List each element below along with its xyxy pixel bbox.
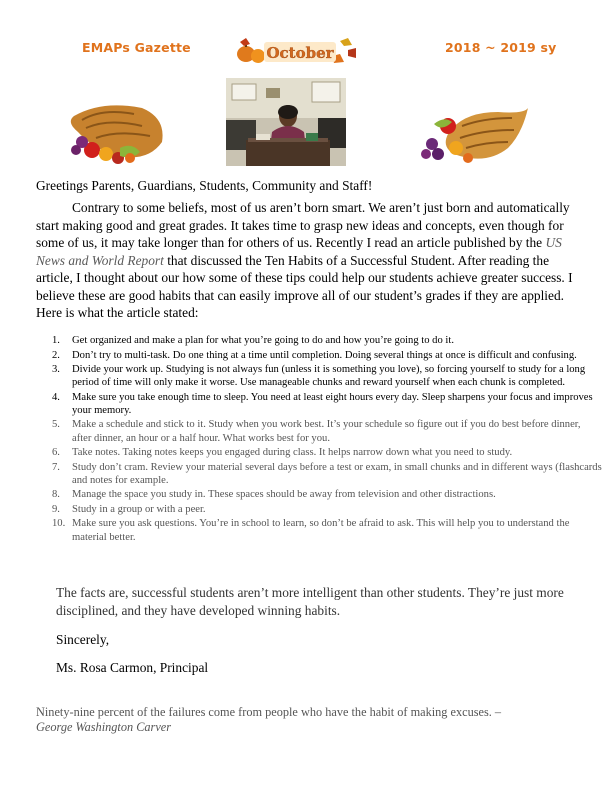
list-item bbox=[52, 349, 602, 362]
quote bbox=[36, 705, 592, 735]
quote-text: Ninety-nine percent of the failures come from people who have the habit of making excuses. – bbox=[36, 705, 502, 719]
greeting: Greetings Parents, Guardians, Students, Community and Staff! bbox=[36, 178, 373, 193]
school-year: 2018 ~ 2019 sy bbox=[445, 40, 557, 55]
list-item bbox=[52, 363, 602, 389]
list-item bbox=[52, 488, 602, 501]
sign-off: Sincerely, bbox=[56, 632, 110, 647]
quote-author: George Washington Carver bbox=[36, 720, 172, 734]
publication-title: US News and World Report bbox=[36, 235, 562, 268]
list-item-number: 2. bbox=[52, 349, 60, 361]
list-item bbox=[52, 446, 602, 459]
list-item-number: 10. bbox=[52, 518, 66, 530]
list-item-number: 5. bbox=[52, 419, 60, 431]
gazette-title: EMAPs Gazette bbox=[82, 40, 191, 55]
list-item bbox=[52, 334, 602, 347]
cornucopia-right-icon bbox=[412, 104, 530, 166]
list-item-number: 6. bbox=[52, 447, 60, 459]
list-item bbox=[52, 517, 602, 543]
list-item-text: Take notes. Taking notes keeps you engaged during class. It helps narrow down what you need to study. bbox=[72, 447, 513, 459]
list-item bbox=[52, 418, 602, 444]
list-item-number: 8. bbox=[52, 489, 60, 501]
list-item-text: Make sure you ask questions. You’re in school to learn, so don’t be afraid to ask. This will help you to understand the material better. bbox=[72, 518, 570, 543]
pumpkin-icon bbox=[237, 43, 265, 63]
habits-list bbox=[52, 334, 602, 545]
list-item bbox=[52, 503, 602, 516]
intro-text-1: Contrary to some beliefs, most of us aren’t born smart. We aren’t just born and automatically start making good and great grades. It takes time to grasp new ideas and concepts, even though for some of us, it may take longer than for others of us. Recently I read an article published by the bbox=[36, 200, 570, 250]
list-item-text: Make sure you take enough time to sleep. You need at least eight hours every day. Sleep sharpens your focus and improves your memory. bbox=[72, 391, 593, 416]
list-item-number: 7. bbox=[52, 461, 60, 473]
closing-paragraph: The facts are, successful students aren’t more intelligent than other students. They’re just more disciplined, and they have developed winning habits. bbox=[56, 585, 564, 618]
list-item-number: 9. bbox=[52, 503, 60, 515]
principal-photo bbox=[226, 78, 346, 166]
list-item-text: Don’t try to multi-task. Do one thing at a time until completion. Doing several things at once is difficult and confusing. bbox=[72, 349, 577, 361]
list-item-text: Study in a group or with a peer. bbox=[72, 503, 206, 515]
list-item-number: 3. bbox=[52, 364, 60, 375]
list-item-text: Get organized and make a plan for what you’re going to do and how you’re going to do it. bbox=[72, 335, 454, 346]
october-banner bbox=[236, 36, 358, 66]
intro-text-2: that discussed the Ten Habits of a Successful Student. After reading the article, I thought about our how some of these tips could help our students achieve greater success. I believe these are good habits that can easily improve all of our student’s grades if they are applied. Here is what the article stated: bbox=[36, 252, 573, 320]
list-item bbox=[52, 391, 602, 417]
list-item-text: Study don’t cram. Review your material several days before a test or exam, in small chunks and in different ways (flashcards and notes for example. bbox=[72, 461, 602, 486]
cornucopia-left-icon bbox=[62, 98, 170, 164]
signature: Ms. Rosa Carmon, Principal bbox=[56, 660, 209, 675]
intro-paragraph bbox=[36, 199, 584, 322]
list-item-text: Divide your work up. Studying is not always fun (unless it is something you love), so forcing yourself to study for a long period of time will only make it worse. Use manageable chunks and reward yourself when each chunk is completed. bbox=[72, 364, 586, 389]
list-item-text: Make a schedule and stick to it. Study when you work best. It’s your schedule so figure out if you do best before dinner, after dinner, an hour or a half hour. What works best for you. bbox=[72, 419, 581, 444]
list-item-number: 4. bbox=[52, 391, 60, 403]
list-item-text: Manage the space you study in. These spaces should be away from television and other distractions. bbox=[72, 489, 496, 501]
month-title: October bbox=[266, 44, 334, 62]
list-item bbox=[52, 461, 602, 487]
list-item-number: 1. bbox=[52, 335, 60, 346]
